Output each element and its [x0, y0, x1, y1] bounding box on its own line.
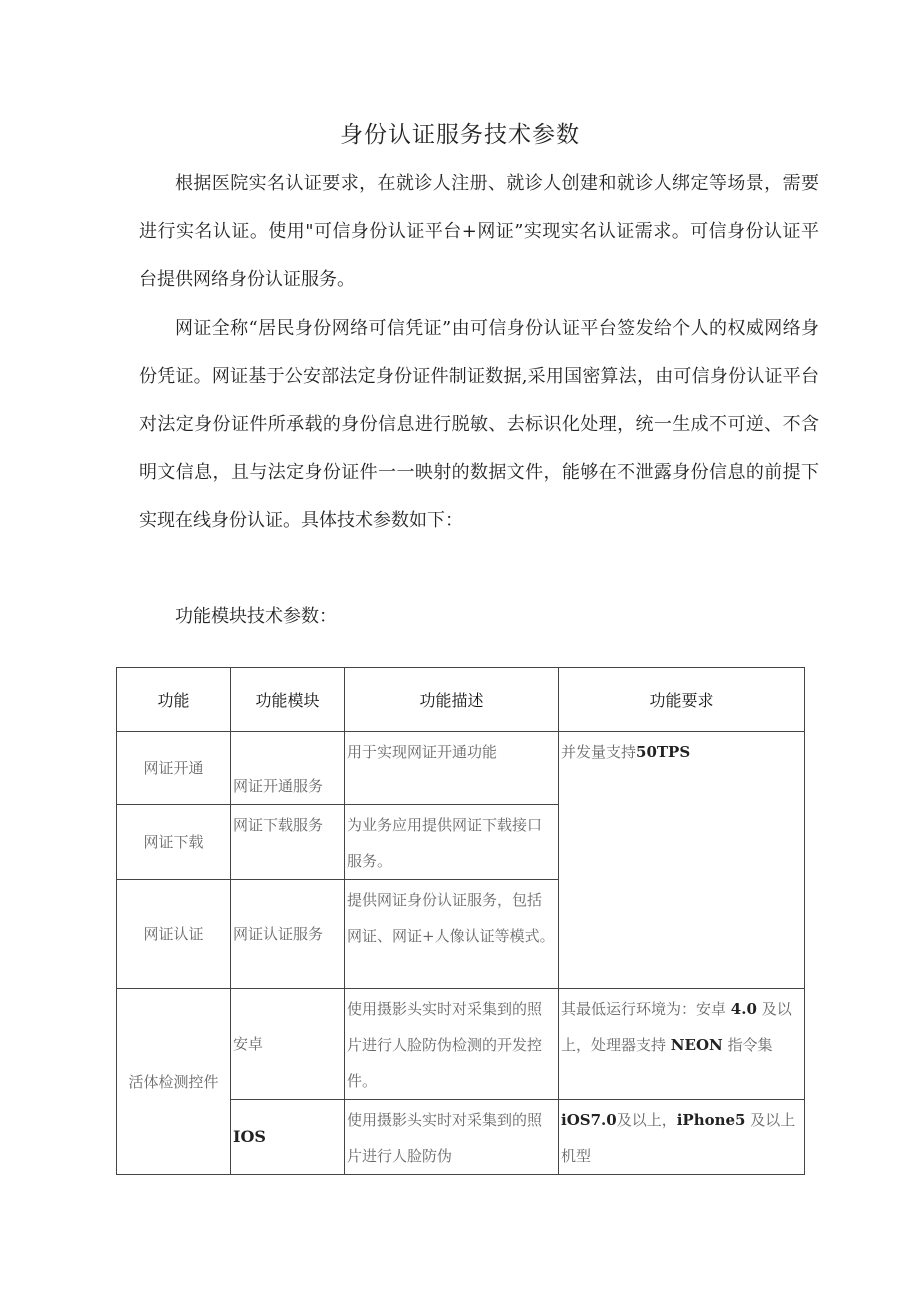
- cell-requirement: [559, 989, 805, 1100]
- cell-description: 为业务应用提供网证下载接口服务。: [345, 805, 559, 880]
- table-header-row: [117, 668, 805, 732]
- req-text: 指令集: [727, 1036, 773, 1054]
- req-text: 并发量支持: [561, 743, 637, 761]
- header-module: 功能模块: [231, 668, 345, 732]
- req-text: 其最低运行环境为：安卓: [561, 1000, 727, 1018]
- cell-function: 网证认证: [117, 880, 231, 989]
- req-value: iPhone5: [676, 1111, 746, 1129]
- cell-requirement: [559, 732, 805, 989]
- cell-description: 使用摄影头实时对采集到的照片进行人脸防伪检测的开发控件。: [345, 989, 559, 1100]
- table-row: [117, 989, 805, 1100]
- req-text: 及以上机型: [561, 1111, 796, 1165]
- cell-description: 使用摄影头实时对采集到的照片进行人脸防伪: [345, 1100, 559, 1175]
- req-value: NEON: [670, 1036, 723, 1054]
- parameters-table: [116, 667, 805, 1175]
- paragraph-definition: 网证全称“居民身份网络可信凭证”由可信身份认证平台签发给个人的权威网络身份凭证。网证基于公安部法定身份证件制证数据,采用国密算法，由可信身份认证平台对法定身份证件所承载的身份信息进行脱敏、去标识化处理，统一生成不可逆、不含明文信息，且与法定身份证件一一映射的数据文件，能够在不泄露身份信息的前提下实现在线身份认证。具体技术参数如下：: [139, 318, 819, 531]
- cell-module: 网证下载服务: [231, 805, 345, 880]
- cell-function: 网证开通: [117, 732, 231, 805]
- cell-module: 网证认证服务: [231, 880, 345, 989]
- cell-description: 提供网证身份认证服务，包括网证、网证+人像认证等模式。: [345, 880, 559, 989]
- req-value: iOS7.0: [561, 1111, 617, 1129]
- req-value: 4.0: [730, 1000, 757, 1018]
- cell-function: 网证下载: [117, 805, 231, 880]
- req-text: 及以上，处理器支持: [561, 1000, 792, 1054]
- cell-module: 安卓: [231, 989, 345, 1100]
- module-ios: IOS: [233, 1127, 266, 1146]
- header-description: 功能描述: [345, 668, 559, 732]
- cell-module: [231, 1100, 345, 1175]
- header-requirement: 功能要求: [559, 668, 805, 732]
- cell-function: 活体检测控件: [117, 989, 231, 1175]
- cell-requirement: [559, 1100, 805, 1175]
- cell-module: 网证开通服务: [231, 732, 345, 805]
- header-function: 功能: [117, 668, 231, 732]
- paragraph-intro: 根据医院实名认证要求，在就诊人注册、就诊人创建和就诊人绑定等场景，需要进行实名认证。使用"可信身份认证平台+网证”实现实名认证需求。可信身份认证平台提供网络身份认证服务。: [139, 173, 819, 290]
- page-title: 身份认证服务技术参数: [340, 122, 580, 148]
- cell-description: 用于实现网证开通功能: [345, 732, 559, 805]
- req-value: 50TPS: [636, 743, 691, 761]
- req-text: 及以上，: [616, 1111, 677, 1129]
- table-row: [117, 732, 805, 805]
- paragraph-table-caption: 功能模块技术参数：: [175, 606, 337, 627]
